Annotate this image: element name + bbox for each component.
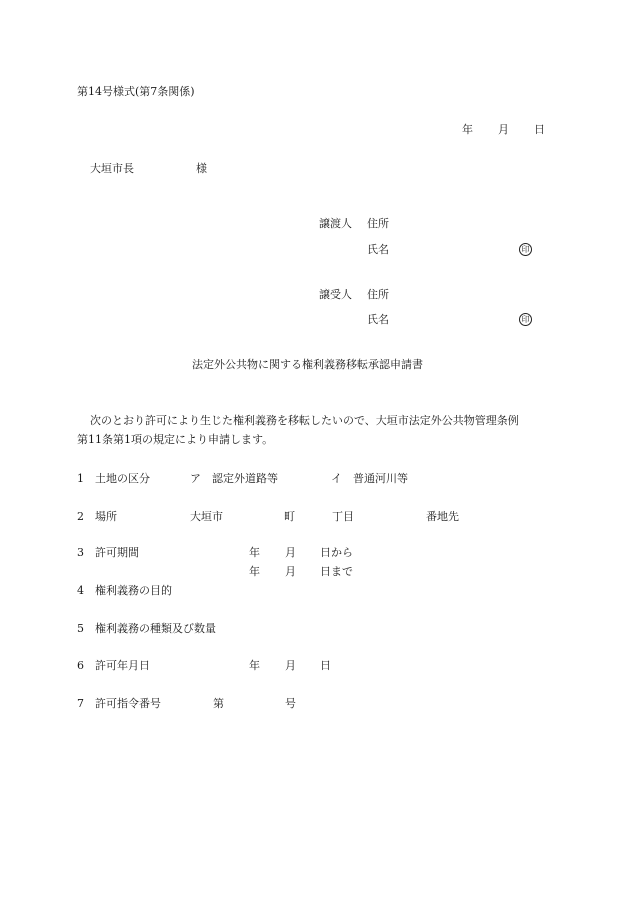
period-to-year: 年 [249,565,260,578]
item-1-number: 1 [77,472,84,485]
item-2-number: 2 [77,510,84,523]
place-city: 大垣市 [190,510,223,523]
item-4-number: 4 [77,584,84,597]
item-6-number: 6 [77,659,84,672]
item-1-option-b: イ 普通河川等 [331,472,408,485]
transferee-name-label: 氏名 [367,313,389,326]
item-3-number: 3 [77,546,84,559]
transferor-seal-icon: 印 [519,243,532,256]
item-5-number: 5 [77,622,84,635]
item-5-label: 権利義務の種類及び数量 [95,622,216,635]
item-2-label: 場所 [95,510,117,523]
item-7-label: 許可指令番号 [95,697,161,710]
transferor-address-label: 住所 [367,217,389,230]
document-title: 法定外公共物に関する権利義務移転承認申請書 [192,358,423,371]
body-line-2: 第11条第1項の規定により申請します。 [77,433,274,446]
transferor-role: 譲渡人 [319,217,352,230]
period-to-month: 月 [285,565,296,578]
permit-date-month: 月 [285,659,296,672]
transferee-role: 譲受人 [319,288,352,301]
addressee-honorific: 様 [196,162,207,175]
date-month: 月 [498,123,509,136]
period-to-day: 日まで [320,565,353,578]
permit-date-year: 年 [249,659,260,672]
place-town: 町 [284,510,295,523]
permit-date-day: 日 [320,659,331,672]
period-from-day: 日から [320,546,353,559]
form-number: 第14号様式(第7条関係) [77,85,195,98]
body-line-1: 次のとおり許可により生じた権利義務を移転したいので、大垣市法定外公共物管理条例 [90,414,519,427]
place-banchi: 番地先 [426,510,459,523]
addressee-name: 大垣市長 [90,162,134,175]
permit-no-dai: 第 [213,697,224,710]
transferee-seal-icon: 印 [519,313,532,326]
item-4-label: 権利義務の目的 [95,584,172,597]
date-year: 年 [462,123,473,136]
period-from-year: 年 [249,546,260,559]
date-day: 日 [534,123,545,136]
transferee-address-label: 住所 [367,288,389,301]
permit-no-go: 号 [285,697,296,710]
item-3-label: 許可期間 [95,546,139,559]
period-from-month: 月 [285,546,296,559]
item-6-label: 許可年月日 [95,659,150,672]
item-7-number: 7 [77,697,84,710]
transferor-name-label: 氏名 [367,243,389,256]
place-chome: 丁目 [332,510,354,523]
item-1-label: 土地の区分 [95,472,150,485]
item-1-option-a: ア 認定外道路等 [190,472,278,485]
